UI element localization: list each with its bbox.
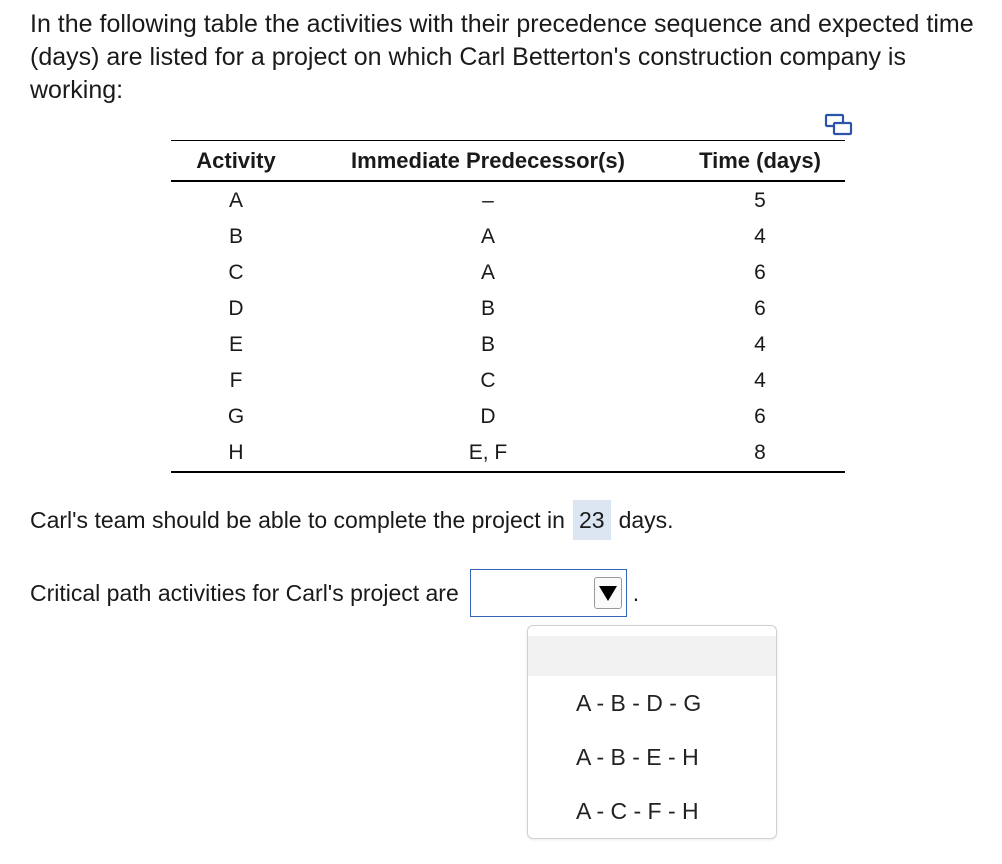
dropdown-option[interactable]: A - C - F - H [576, 798, 699, 824]
completion-prefix: Carl's team should be able to complete the project in [30, 507, 565, 533]
table-body [171, 182, 845, 471]
cell-time: 5 [754, 189, 766, 212]
activity-table [171, 140, 845, 473]
dropdown-arrow-icon[interactable] [594, 577, 622, 609]
table-row [171, 255, 845, 291]
cell-predecessor: E, F [468, 441, 508, 464]
header-predecessor: Immediate Predecessor(s) [351, 147, 625, 173]
cell-activity: E [228, 333, 243, 356]
table-header [171, 141, 845, 182]
cell-activity: H [228, 441, 244, 464]
critical-path-dropdown-menu [527, 625, 777, 839]
critical-path-label: Critical path activities for Carl's project are [30, 580, 459, 606]
table-row [171, 219, 845, 255]
cell-time: 4 [754, 225, 766, 248]
cell-time: 4 [754, 333, 766, 356]
cell-activity: B [228, 225, 243, 248]
table-row [171, 363, 845, 399]
header-time: Time (days) [699, 147, 821, 173]
cell-time: 6 [754, 261, 766, 284]
intro-text: In the following table the activities with their precedence sequence and expected time (days) are listed for a project on which Carl Betterton's construction company is working: [30, 10, 974, 104]
copy-icon[interactable] [823, 112, 853, 138]
sentence-period: . [632, 580, 640, 606]
cell-predecessor: – [482, 189, 494, 212]
cell-predecessor: C [480, 369, 496, 392]
cell-activity: C [228, 261, 244, 284]
cell-time: 6 [754, 297, 766, 320]
cell-predecessor: D [480, 405, 496, 428]
completion-answer-field[interactable]: 23 [573, 500, 611, 540]
table-row [171, 291, 845, 327]
cell-activity: D [228, 297, 244, 320]
table-row [171, 183, 845, 219]
dropdown-option[interactable]: A - B - E - H [576, 744, 699, 770]
cell-predecessor: A [480, 261, 495, 284]
completion-suffix: days. [618, 507, 674, 533]
cell-predecessor: B [480, 333, 495, 356]
dropdown-blank-option[interactable] [528, 636, 776, 676]
cell-activity: G [227, 405, 245, 428]
dropdown-option[interactable]: A - B - D - G [576, 690, 702, 716]
critical-path-sentence [30, 568, 639, 618]
cell-time: 4 [754, 369, 766, 392]
cell-activity: A [228, 189, 243, 212]
cell-predecessor: A [480, 225, 495, 248]
table-row [171, 327, 845, 363]
critical-path-select[interactable] [470, 569, 627, 617]
cell-time: 6 [754, 405, 766, 428]
table-row [171, 435, 845, 471]
header-activity: Activity [196, 147, 276, 173]
table-row [171, 399, 845, 435]
completion-sentence [30, 500, 674, 540]
cell-time: 8 [754, 441, 766, 464]
cell-predecessor: B [480, 297, 495, 320]
cell-activity: F [229, 369, 243, 392]
